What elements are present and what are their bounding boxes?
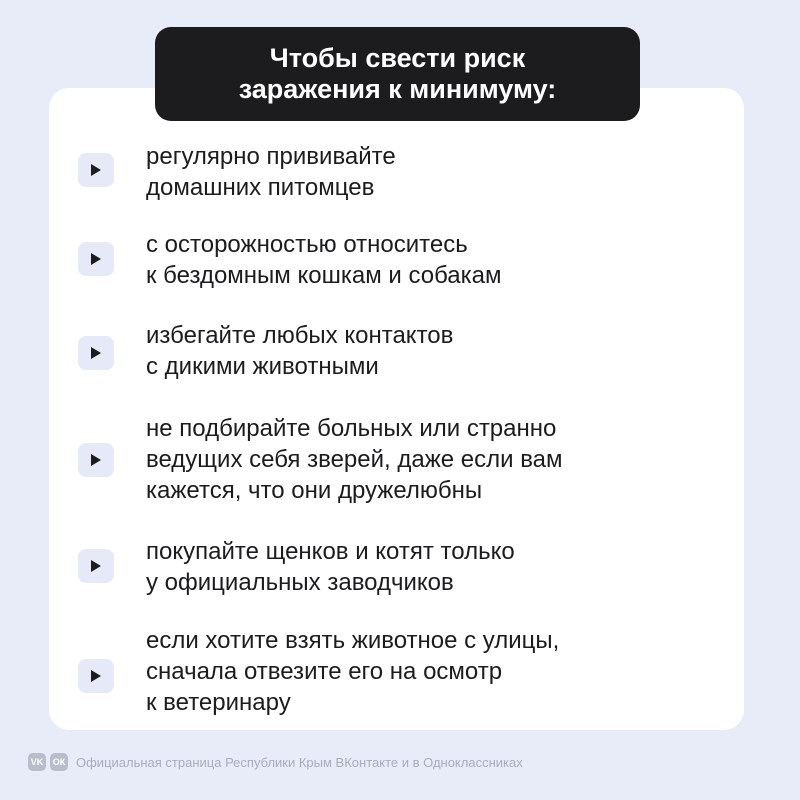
list-item-line: сначала отвезите его на осмотр [146,658,503,685]
list-item-line: не подбирайте больных или странно [146,415,557,442]
list-item-line: покупайте щенков и котят только [146,538,515,565]
bullet-box [78,153,114,187]
list-item-line: домашних питомцев [146,174,375,201]
play-triangle-icon [90,252,102,266]
list-item-text [146,320,453,382]
play-triangle-icon [90,453,102,467]
play-triangle-icon [90,669,102,683]
list-item-text [146,141,396,203]
footer [28,752,523,772]
list-item-line: с дикими животными [146,353,379,380]
list-item-line: кажется, что они дружелюбны [146,477,483,504]
list-item-text [146,229,502,291]
odnoklassniki-logo-icon: ОК [50,753,68,771]
page-title [155,27,640,121]
title-line: заражения к минимуму: [238,74,557,104]
list-item-text [146,625,559,718]
play-triangle-icon [90,163,102,177]
list-item-line: если хотите взять животное с улицы, [146,627,560,654]
list-item-line: регулярно прививайте [146,143,396,170]
play-triangle-icon [90,559,102,573]
bullet-box [78,242,114,276]
list-item-line: с осторожностью относитесь [146,231,468,258]
bullet-box [78,549,114,583]
list-item-text [146,536,515,598]
list-item-line: ведущих себя зверей, даже если вам [146,446,563,473]
bullet-box [78,659,114,693]
list-item-line: избегайте любых контактов [146,322,454,349]
list-item-line: к бездомным кошкам и собакам [146,262,502,289]
list-item-text [146,413,563,506]
list-item-line: к ветеринару [146,689,291,716]
bullet-box [78,443,114,477]
vk-logo-icon: VK [28,753,46,771]
list-item-line: у официальных заводчиков [146,569,454,596]
footer-caption: Официальная страница Республики Крым ВКонтакте и в Одноклассниках [76,754,523,770]
play-triangle-icon [90,346,102,360]
bullet-box [78,336,114,370]
title-line: Чтобы свести риск [269,43,526,73]
